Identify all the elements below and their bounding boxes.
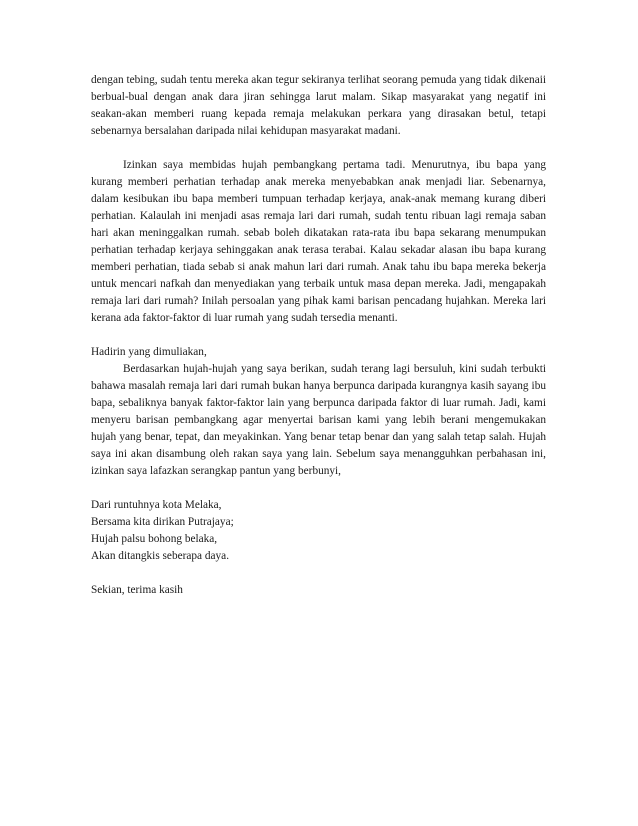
pantun xyxy=(91,497,546,565)
paragraph-gap xyxy=(91,140,546,157)
pantun-line-1: Dari runtuhnya kota Melaka, xyxy=(91,499,222,511)
paragraph-gap xyxy=(91,480,546,497)
salutation: Hadirin yang dimuliakan, xyxy=(91,346,207,358)
closing-text: Sekian, terima kasih xyxy=(91,584,183,596)
paragraph-3: Berdasarkan hujah-hujah yang saya berikan, sudah terang lagi bersuluh, kini sudah terbukti bahawa masalah remaja lari dari rumah bukan hanya berpunca daripada kurangnya kasih sayang ibu bapa, sebaliknya banyak faktor-faktor lain yang berpunca daripada faktor di luar rumah. Jadi, kami menyeru barisan pembangkang agar menyertai barisan kami yang lebih berani mengemukakan hujah yang benar, tepat, dan meyakinkan. Yang benar tetap benar dan yang salah tetap salah. Hujah saya ini akan disambung oleh rakan saya yang lain. Sebelum saya menangguhkan perbahasan ini, izinkan saya lafazkan serangkap pantun yang berbunyi, xyxy=(91,363,546,477)
paragraph-2: Izinkan saya membidas hujah pembangkang pertama tadi. Menurutnya, ibu bapa yang kurang memberi perhatian terhadap anak mereka menyebabkan anak menjadi liar. Sebenarnya, dalam kesibukan ibu bapa memberi tumpuan terhadap kerjaya, anak-anak memang kurang diberi perhatian. Kalaulah ini menjadi asas remaja lari dari rumah, sudah tentu ribuan lagi remaja saban hari akan meninggalkan rumah. sebab boleh dikatakan rata-rata ibu bapa sekarang menumpukan perhatian terhadap kerjaya sehinggakan anak terasa terabai. Kalau sekadar alasan ibu bapa kurang memberi perhatian, tiada sebab si anak mahun lari dari rumah. Anak tahu ibu bapa mereka bekerja untuk mencari nafkah dan menyediakan yang terbaik untuk masa depan mereka. Jadi, mengapakah remaja lari dari rumah? Inilah persoalan yang pihak kami barisan pencadang hujahkan. Mereka lari kerana ada faktor-faktor di luar rumah yang sudah tersedia menanti. xyxy=(91,159,546,324)
paragraph-1: dengan tebing, sudah tentu mereka akan tegur sekiranya terlihat seorang pemuda yang tidak dikenaii berbual-bual dengan anak dara jiran sehingga larut malam. Sikap masyarakat yang negatif ini seakan-akan memberi ruang kepada remaja melakukan perkara yang dirasakan betul, tetapi sebenarnya bersalahan daripada nilai kehidupan masyarakat madani. xyxy=(91,74,546,137)
pantun-line-3: Hujah palsu bohong belaka, xyxy=(91,533,218,545)
paragraph-gap xyxy=(91,327,546,344)
document-body xyxy=(91,72,546,599)
paragraph-gap xyxy=(91,565,546,582)
pantun-line-4: Akan ditangkis seberapa daya. xyxy=(91,550,230,562)
pantun-line-2: Bersama kita dirikan Putrajaya; xyxy=(91,516,234,528)
